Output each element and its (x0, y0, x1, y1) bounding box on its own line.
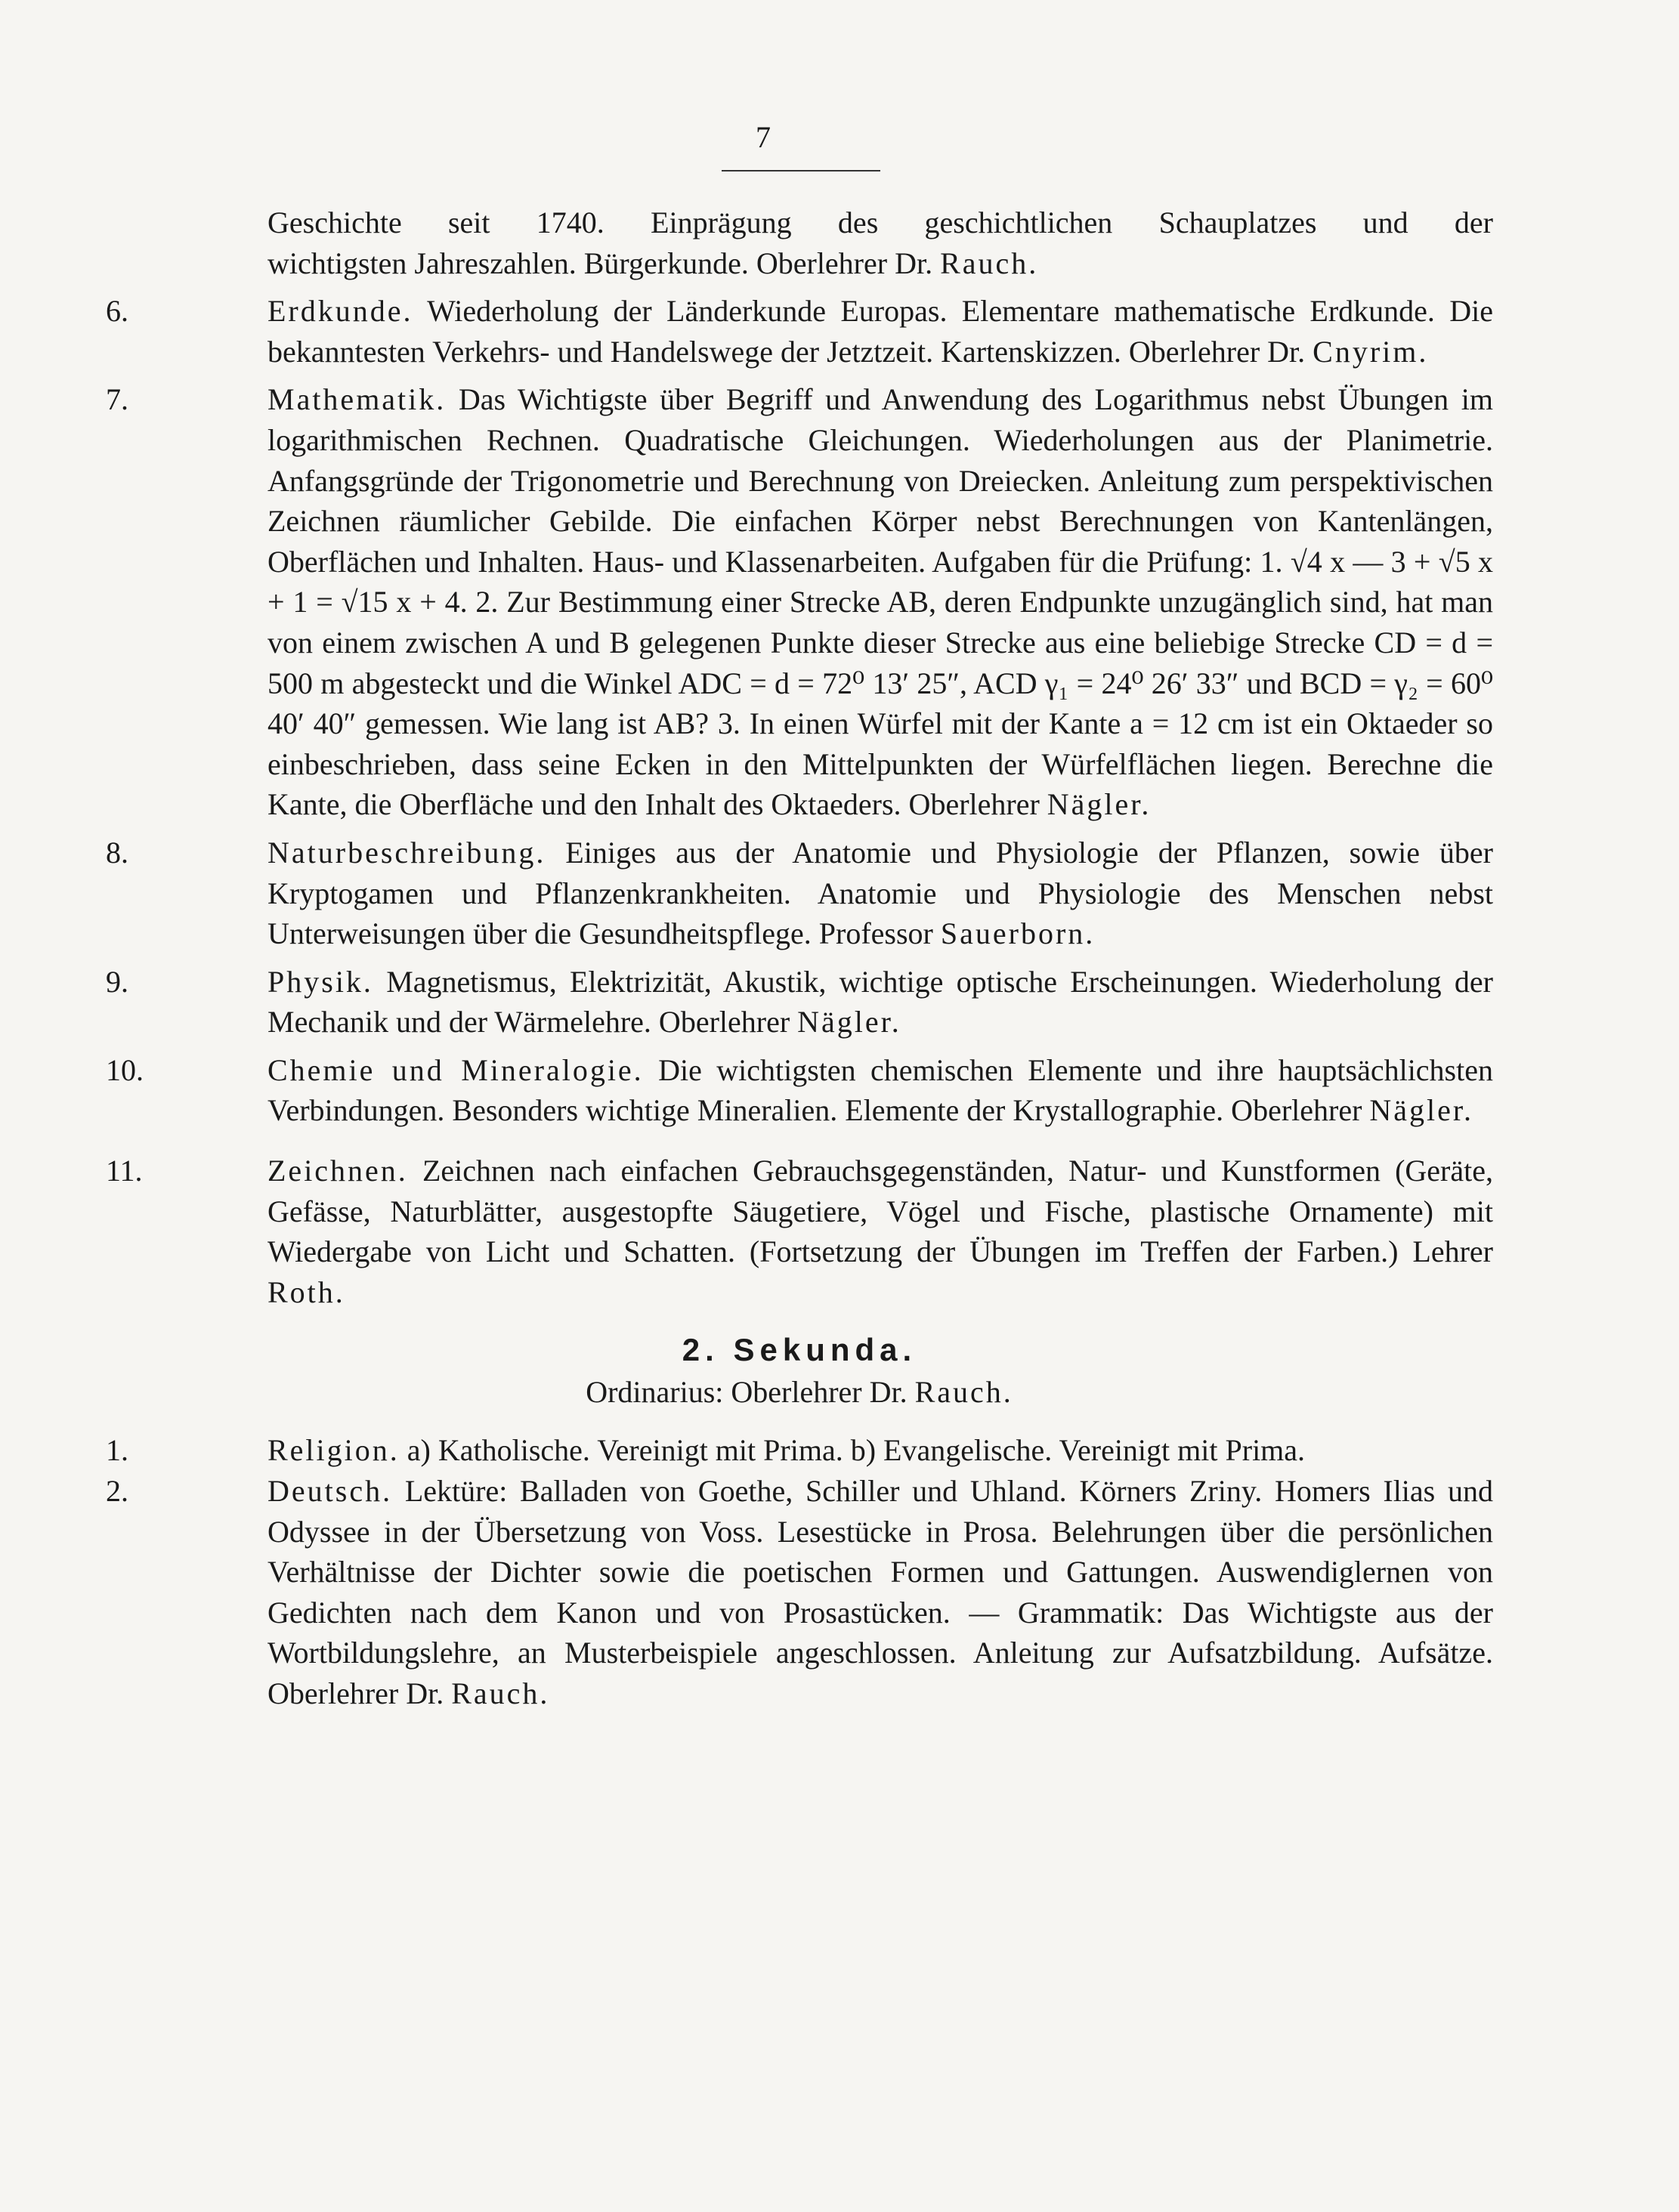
geschichte-continuation (106, 202, 1493, 283)
ordinarius-text: Ordinarius: Oberlehrer Dr. (586, 1375, 915, 1410)
subject-text: Das Wichtigste über Begriff und Anwendung des Logarithmus nebst Übungen im logarithmischen Rechnen. Quadratische Gleichungen. Wiederholungen aus der Planimetrie. Anfangsgründe der Trigonometrie und Berechnung von Dreiecken. Anleitung zum perspektivischen Zeichnen räumlicher Gebilde. Die einfachen Körper nebst Berechnungen von Kantenlängen, Oberflächen und Inhalten. Haus- und Klassenarbeiten. Aufgaben für die Prüfung: 1. √4 x — 3 + √5 x + 1 = √15 x + 4. 2. Zur Bestimmung einer Strecke AB, deren Endpunkte unzugänglich sind, hat man von einem zwischen A und B gelegenen Punkte dieser Strecke aus eine beliebige Strecke CD = d = 500 m abgesteckt und die Winkel ADC = d = 72⁰ 13′ 25″, ACD γ₁ = 24⁰ 26′ 33″ und BCD = γ₂ = 60⁰ 40′ 40″ gemessen. Wie lang ist AB? 3. In einen Würfel mit der Kante a = 12 cm ist ein Oktaeder so einbeschrieben, dass seine Ecken in den Mittelpunkten der Würfelflächen liegen. Berechne die Kante, die Oberfläche und den Inhalt des Oktaeders. Oberlehrer (267, 382, 1493, 822)
entry-zeichnen (106, 1151, 1493, 1312)
geschichte-line-2: wichtigsten Jahreszahlen. Bürgerkunde. Oberlehrer Dr. (267, 246, 941, 280)
subject-text: Zeichnen nach einfachen Gebrauchsgegenständen, Natur- und Kunstformen (Geräte, Gefässe, Naturblätter, ausgestopfte Säugetiere, Vögel und Fische, plastische Ornamente) mit Wiedergabe von Licht und Schatten. (Fortsetzung der Übungen im Treffen der Farben.) Lehrer (267, 1154, 1493, 1269)
document-body (106, 202, 1493, 1714)
subject-teacher: Nägler. (797, 1005, 901, 1040)
entry-number: 2. (106, 1474, 128, 1509)
subject-teacher: Cnyrim. (1313, 334, 1429, 369)
subject-text: a) Katholische. Vereinigt mit Prima. b) Evangelische. Vereinigt mit Prima. (399, 1433, 1306, 1468)
subject-heading: Naturbeschreibung. (267, 835, 546, 870)
subject-heading: Erdkunde. (267, 294, 413, 329)
entry-number: 11. (106, 1154, 143, 1188)
page-number: 7 (756, 120, 771, 154)
subject-heading: Physik. (267, 964, 373, 999)
entry-mathematik (106, 379, 1493, 825)
entry-number: 10. (106, 1052, 144, 1087)
entry-deutsch (106, 1471, 1493, 1714)
subject-teacher: Nägler. (1047, 787, 1152, 822)
entry-physik (106, 962, 1493, 1043)
entry-number: 9. (106, 964, 128, 999)
section-title-sekunda: 2. Sekunda. (682, 1332, 917, 1368)
entry-number: 1. (106, 1433, 128, 1468)
subject-text: Lektüre: Balladen von Goethe, Schiller und Uhland. Körners Zriny. Homers Ilias und Odyssee in der Übersetzung von Voss. Lesestücke in Prosa. Belehrungen über die persönlichen Verhältnisse der Dichter sowie die poetischen Formen und Gattungen. Auswendiglernen von Gedichten nach dem Kanon und von Prosastücken. — Grammatik: Das Wichtigste aus der Wortbildungslehre, an Musterbeispiele angeschlossen. Anleitung zur Aufsatzbildung. Aufsätze. Oberlehrer Dr. (267, 1474, 1493, 1710)
subject-heading: Religion. (267, 1433, 400, 1468)
ordinarius-line (106, 1371, 1493, 1413)
subject-text: Einiges aus der Anatomie und Physiologie der Pflanzen, sowie über Kryptogamen und Pflanzenkrankheiten. Anatomie und Physiologie des Menschen nebst Unterweisungen über die Gesundheitspflege. Professor (267, 835, 1493, 951)
subject-text: Wiederholung der Länderkunde Europas. Elementare mathematische Erdkunde. Die bekanntesten Verkehrs- und Handelswege der Jetztzeit. Kartenskizzen. Oberlehrer Dr. (267, 294, 1493, 369)
subject-heading: Mathematik. (267, 382, 447, 417)
subject-text: Magnetismus, Elektrizität, Akustik, wichtige optische Erscheinungen. Wiederholung der Mechanik und der Wärmelehre. Oberlehrer (267, 964, 1493, 1040)
subject-heading: Chemie und Mineralogie. (267, 1052, 644, 1087)
subject-teacher: Nägler. (1369, 1093, 1474, 1128)
subject-text: Die wichtigsten chemischen Elemente und ihre hauptsächlichsten Verbindungen. Besonders wichtige Mineralien. Elemente der Krystallographie. Oberlehrer (267, 1052, 1493, 1128)
subject-heading: Deutsch. (267, 1474, 393, 1509)
geschichte-teacher: Rauch. (940, 246, 1039, 280)
subject-teacher: Roth. (267, 1274, 345, 1309)
entry-number: 7. (106, 382, 128, 417)
entry-religion (106, 1430, 1493, 1471)
subject-teacher: Rauch. (451, 1676, 550, 1710)
entry-number: 8. (106, 835, 128, 870)
entry-number: 6. (106, 294, 128, 329)
entry-naturbeschreibung (106, 833, 1493, 954)
subject-teacher: Sauerborn. (940, 916, 1096, 951)
subject-heading: Zeichnen. (267, 1154, 408, 1188)
entry-chemie (106, 1050, 1493, 1131)
ordinarius-teacher: Rauch. (914, 1375, 1013, 1410)
page-number-rule (722, 170, 880, 171)
entry-erdkunde (106, 291, 1493, 372)
geschichte-line-1: Geschichte seit 1740. Einprägung des geschichtlichen Schauplatzes und der (267, 205, 1493, 239)
